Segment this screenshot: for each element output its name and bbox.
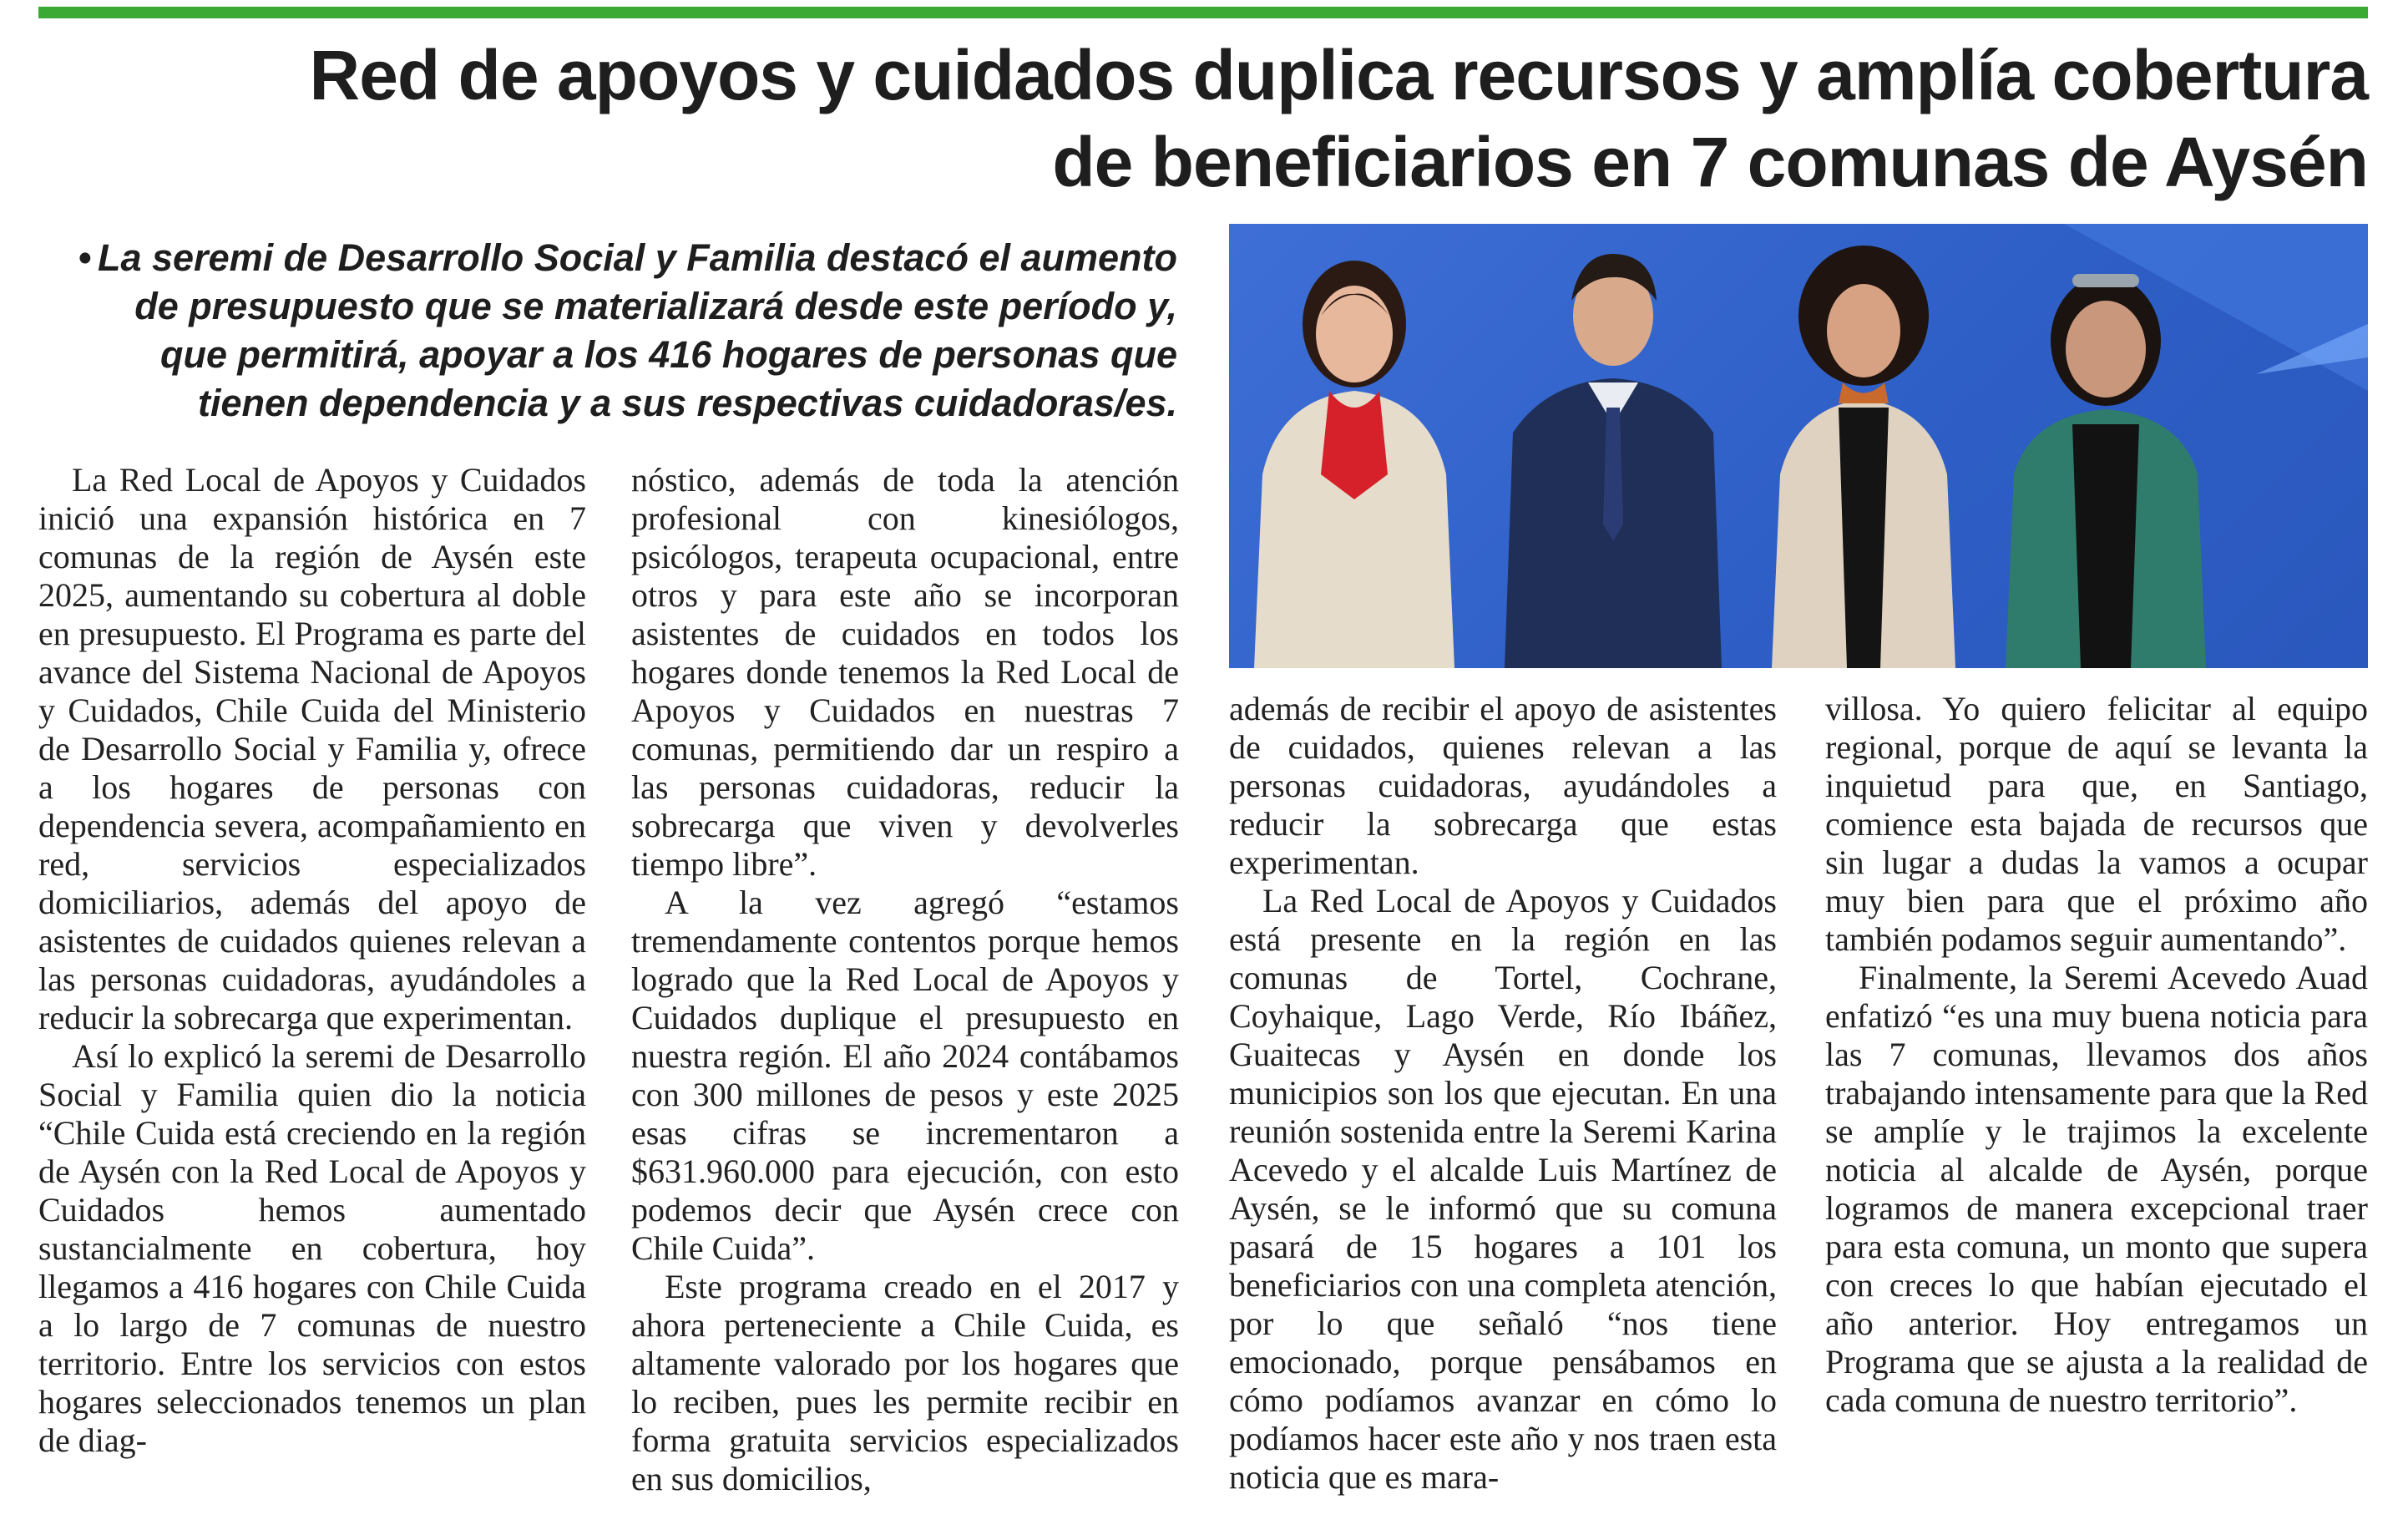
person-1 [1254, 261, 1454, 668]
group-photo [1229, 224, 2368, 668]
person-3 [1772, 246, 1955, 668]
col4-paragraph-1: villosa. Yo quiero felicitar al equipo regional, porque de aquí se levanta la inquietud para que, en Santiago, comience esta bajada de recursos que sin lugar a dudas la vamos a ocupar muy bien para que el próximo año también podamos seguir aumentando”. [1825, 690, 2368, 958]
article-column-2 [631, 461, 1179, 1498]
col1-paragraph-2: Así lo explicó la seremi de Desarrollo Social y Familia quien dio la noticia “Chile Cuida está creciendo en la región de Aysén con la Red Local de Apoyos y Cuidados hemos aumentado sustancialmente en cobertura, hoy llegamos a 416 hogares con Chile Cuida a lo largo de 7 comunas de nuestro territorio. Entre los servicios con estos hogares seleccionados tenemos un plan de diag- [38, 1037, 586, 1459]
group-photo-four-people-icon [1229, 224, 2368, 668]
col3-paragraph-1: además de recibir el apoyo de asistentes de cuidados, quienes relevan a las personas cuidadoras, ayudándoles a reducir la sobrecarga que estas experimentan. [1229, 690, 1777, 881]
col1-paragraph-1: La Red Local de Apoyos y Cuidados inició una expansión histórica en 7 comunas de la región de Aysén este 2025, aumentando su cobertura al doble en presupuesto. El Programa es parte del avance del Sistema Nacional de Apoyos y Cuidados, Chile Cuida del Ministerio de Desarrollo Social y Familia y, ofrece a los hogares de personas con dependencia severa, acompañamiento en red, servicios especializados domiciliarios, además del apoyo de asistentes de cuidados quienes relevan a las personas cuidadoras, ayudándoles a reducir la sobrecarga que experimentan. [38, 461, 586, 1036]
col2-paragraph-2: A la vez agregó “estamos tremendamente contentos porque hemos logrado que la Red Local de Apoyos y Cuidados duplique el presupuesto en nuestra región. El año 2024 contábamos con 300 millones de pesos y este 2025 esas cifras se incrementaron a $631.960.000 para ejecución, con esto podemos decir que Aysén crece con Chile Cuida”. [631, 884, 1179, 1267]
col2-paragraph-1: nóstico, además de toda la atención profesional con kinesiólogos, psicólogos, terapeuta ocupacional, entre otros y para este año se incorporan asistentes de cuidados en todos los hogares donde tenemos la Red Local de Apoyos y Cuidados en nuestras 7 comunas, permitiendo dar un respiro a las personas cuidadoras, reducir la sobrecarga que viven y devolverles tiempo libre”. [631, 461, 1179, 883]
col2-paragraph-3: Este programa creado en el 2017 y ahora perteneciente a Chile Cuida, es altamente valorado por los hogares que lo reciben, pues les permite recibir en forma gratuita servicios especializados en sus domicilios, [631, 1268, 1179, 1497]
summary-text: La seremi de Desarrollo Social y Familia destacó el aumento de presupuesto que se materializará desde este período y, que permitirá, apoyar a los 416 hogares de personas que tienen dependencia y a sus respectivas cuidadoras/es. [97, 236, 1177, 424]
article-column-1 [38, 461, 586, 1460]
headline-line-2: de beneficiarios en 7 comunas de Aysén [1052, 123, 2368, 201]
article-headline [50, 32, 2368, 205]
person-2 [1505, 254, 1722, 668]
col3-paragraph-2: La Red Local de Apoyos y Cuidados está presente en la región en las comunas de Tortel, Cochrane, Coyhaique, Lago Verde, Río Ibáñez, Guaitecas y Aysén en donde los municipios son los que ejecutan. En una reunión sostenida entre la Seremi Karina Acevedo y el alcalde Luis Martínez de Aysén, se le informó que su comuna pasará de 15 hogares a 101 los beneficiarios con una completa atención, por lo que señaló “nos tiene emocionado, porque pensábamos en cómo podíamos avanzar en cómo lo podíamos hacer este año y nos traen esta noticia que es mara- [1229, 882, 1777, 1496]
col4-paragraph-2: Finalmente, la Seremi Acevedo Auad enfatizó “es una muy buena noticia para las 7 comunas, llevamos dos años trabajando intensamente para que la Red se amplíe y le trajimos la excelente noticia al alcalde de Aysén, porque logramos de manera excepcional traer para esta comuna, un monto que supera con creces lo que habían ejecutado el año anterior. Hoy entregamos un Programa que se ajusta a la realidad de cada comuna de nuestro territorio”. [1825, 959, 2368, 1419]
article-summary-bullet [67, 234, 1177, 428]
person-4 [2006, 274, 2206, 668]
headline-line-1: Red de apoyos y cuidados duplica recursos y amplía cobertura [309, 36, 2368, 114]
bullet-mark: • [78, 236, 92, 279]
top-green-rule [38, 7, 2368, 18]
article-column-4 [1825, 690, 2368, 1420]
article-column-3 [1229, 690, 1777, 1497]
